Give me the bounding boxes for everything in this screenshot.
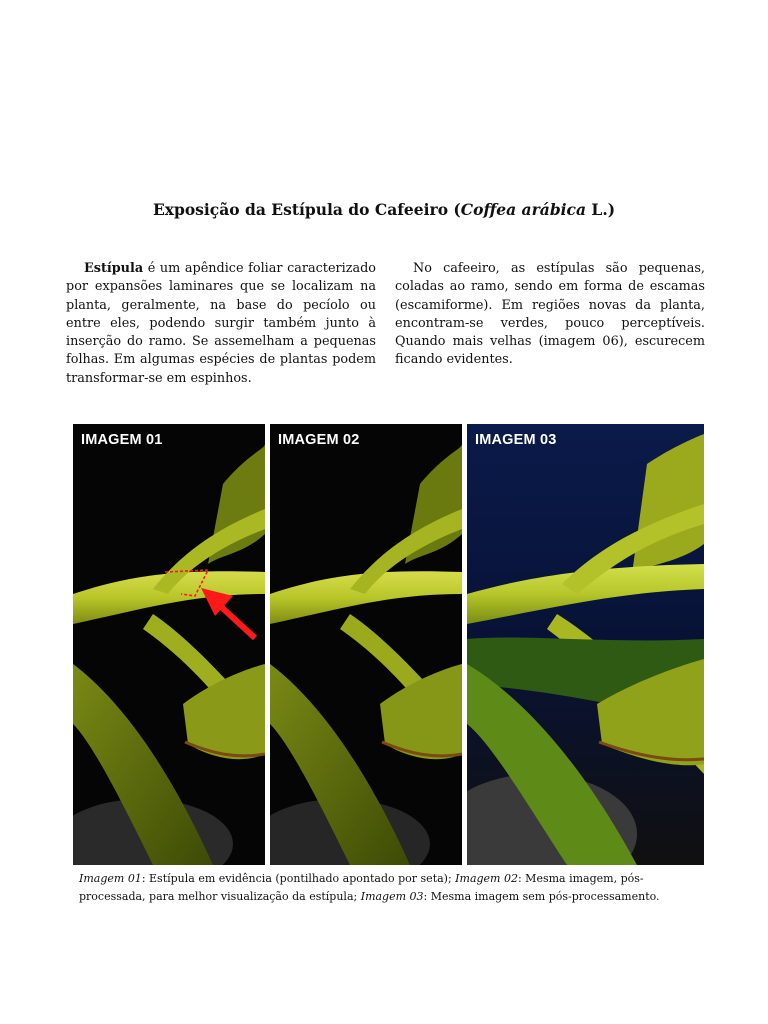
- photo-panel-imagem-01: [73, 424, 265, 865]
- panel-label-1: IMAGEM 01: [81, 432, 163, 448]
- panel-label-3: IMAGEM 03: [475, 432, 557, 448]
- page-title: Exposição da Estípula do Cafeeiro (Coffea arábica L.): [152, 200, 616, 219]
- coffee-paragraph: No cafeeiro, as estípulas são pequenas, coladas ao ramo, sendo em forma de escamas (escamiforme). Em regiões novas da planta, encontram-se verdes, pouco perceptíveis. Quando mais velhas (imagem 06), escurecem ficando evidentes.: [395, 261, 705, 368]
- photo-panel-imagem-03: [467, 424, 704, 865]
- term-estipula: Estípula: [84, 261, 144, 276]
- intro-paragraph: Estípula é um apêndice foliar caracterizado por expansões laminares que se localizam na planta, geralmente, na base do pecíolo ou entre eles, podendo surgir também junto à inserção do ramo. Se assemelham a pequenas folhas. Em algumas espécies de plantas podem transformar-se em espinhos.: [66, 261, 376, 386]
- panel-label-2: IMAGEM 02: [278, 432, 360, 448]
- photo-panel-imagem-02: [270, 424, 462, 865]
- figure-caption: Imagem 01: Estípula em evidência (pontilhado apontado por seta); Imagem 02: Mesma imagem, pós-processada, para melhor visualização da estípula; Imagem 03: Mesma imagem sem pós-processamento.: [79, 872, 660, 903]
- stipule-figure: [73, 424, 704, 865]
